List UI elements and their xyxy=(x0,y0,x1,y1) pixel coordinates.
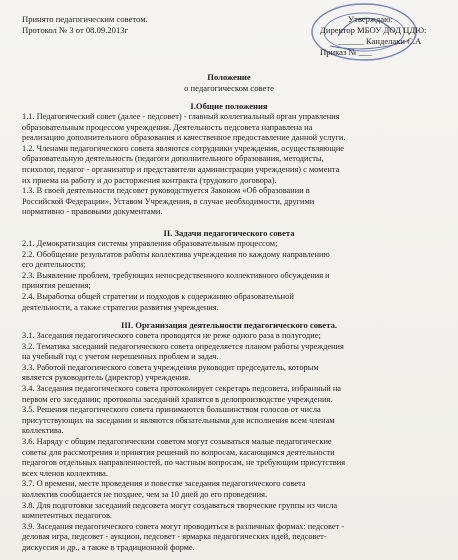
document-title: Положение xyxy=(207,72,251,82)
text-line: деятельности, а также стратегии развития учреждения. xyxy=(22,302,219,312)
text-line: его деятельности; xyxy=(22,260,86,270)
document-subtitle: о педагогическом совете xyxy=(184,83,274,93)
text-line: педагогов отдельных направленностей, по частным вопросам, не требующим присутствия xyxy=(22,458,346,468)
section-1-heading: I.Общие положения xyxy=(190,101,268,111)
text-line: 3.7. О времени, месте проведения и повестке заседания педагогического совета xyxy=(22,479,306,489)
section-2-heading: II. Задачи педагогического совета xyxy=(163,228,295,238)
approve-line: Утверждаю: xyxy=(348,14,393,24)
text-line: 3.1. Заседания педагогического совета проводятся не реже одного раза в полугодие; xyxy=(22,331,321,340)
header-approval xyxy=(320,14,438,58)
text-line: советы для рассмотрения и принятия решений по вопросам, касающимся деятельности xyxy=(22,447,335,457)
text-line: 3.5. Решения педагогического совета принимаются большинством голосов от числа xyxy=(22,405,321,415)
text-line: 2.3. Выявление проблем, требующих непосредственного коллективного обсуждения и xyxy=(22,270,330,280)
text-line: образовательным процессом учреждения. Деятельность педсовета направлена на xyxy=(22,122,313,132)
text-line: Российской Федерации», Уставом Учреждения, в случае необходимости, другими xyxy=(22,196,315,206)
section-3-heading: III. Организация деятельности педагогического совета. xyxy=(120,320,338,330)
text-line: на учебный год с учетом нерешенных проблем и задач. xyxy=(22,352,219,362)
text-line: дискуссия и др., а также в традиционной форме. xyxy=(22,542,195,552)
text-line: 3.6. Наряду с общим педагогическим советом могут созываться малые педагогические xyxy=(22,436,332,446)
text-line: 2.2. Обобщение результатов работы коллектива учреждения по каждому направлению xyxy=(22,249,330,259)
text-line: 2.1. Демократизация системы управления образовательным процессом; xyxy=(22,239,278,248)
director-line: Директор МБОУ ДОД ЦДЮ: xyxy=(320,25,427,35)
text-line: образовательную деятельность (педагоги дополнительного образования, методисты, xyxy=(22,154,324,164)
text-line: является руководитель (директор) учреждения. xyxy=(22,373,191,383)
text-line: 3.3. Работой педагогического совета учреждения руководит председатель, которым xyxy=(22,362,319,372)
text-line: их приема на работу и до расторжения контракта (трудового договора). xyxy=(22,175,277,185)
text-line: 1.2. Членами педагогического совета являются сотрудники учреждения, осуществляющие xyxy=(22,143,345,153)
text-line: принятия решения; xyxy=(22,281,91,291)
text-line: 3.9. Заседания педагогического совета могут проводиться в различных формах: педсовет - xyxy=(22,521,345,531)
text-line: присутствующих на заседании и являются обязательными для исполнения всем членам xyxy=(22,415,335,425)
text-line: нормативно - правовыми документами. xyxy=(22,207,163,217)
text-line: 3.4. Заседания педагогического совета протоколирует секретарь педсовета, избранный на xyxy=(22,383,342,393)
text-line: 1.3. В своей деятельности педсовет руководствуется Законом «Об образовании в xyxy=(22,186,310,196)
signature-line: ______ Канделаки С.А xyxy=(338,36,422,46)
text-line: компетентных педагогов. xyxy=(22,511,113,521)
protocol-line: Протокол № 3 от 08.09.2013г xyxy=(22,25,129,35)
acceptance-line: Принято педагогическим советом. xyxy=(22,14,148,24)
text-line: деловая игра, педсовет - аукцион, педсовет - ярмарка педагогических идей, педсовет- xyxy=(22,532,327,542)
text-line: реализацию дополнительного образования и качественное предоставление данной услуги. xyxy=(22,133,346,143)
text-line: 3.2. Тематика заседаний педагогического совета определяется планом работы учреждения xyxy=(22,341,344,351)
text-line: всех членов коллектива. xyxy=(22,468,108,478)
text-line: 1.1. Педагогический совет (далее - педсовет) - главный коллегиальный орган управления xyxy=(22,112,340,121)
text-line: психолог, педагог - организатор и представители администрации учреждения) с момента xyxy=(22,164,340,174)
text-line: 2.4. Выработка общей стратегии и подходов к содержанию образовательной xyxy=(22,291,294,301)
section-1-body xyxy=(22,112,442,218)
text-line: первом его заседании; протоколы заседаний хранятся в делопроизводстве учреждения. xyxy=(22,394,333,404)
section-3-body xyxy=(22,331,442,553)
order-line: Приказ № ___ xyxy=(320,47,372,57)
section-2-body xyxy=(22,239,442,313)
text-line: коллектив сообщается не позднее, чем за 10 дней до его проведения. xyxy=(22,489,268,499)
text-line: коллектива. xyxy=(22,426,64,436)
header-acceptance xyxy=(22,14,148,36)
text-line: 3.8. Для подготовки заседаний педсовета могут создаваться творческие группы из числа xyxy=(22,500,338,510)
